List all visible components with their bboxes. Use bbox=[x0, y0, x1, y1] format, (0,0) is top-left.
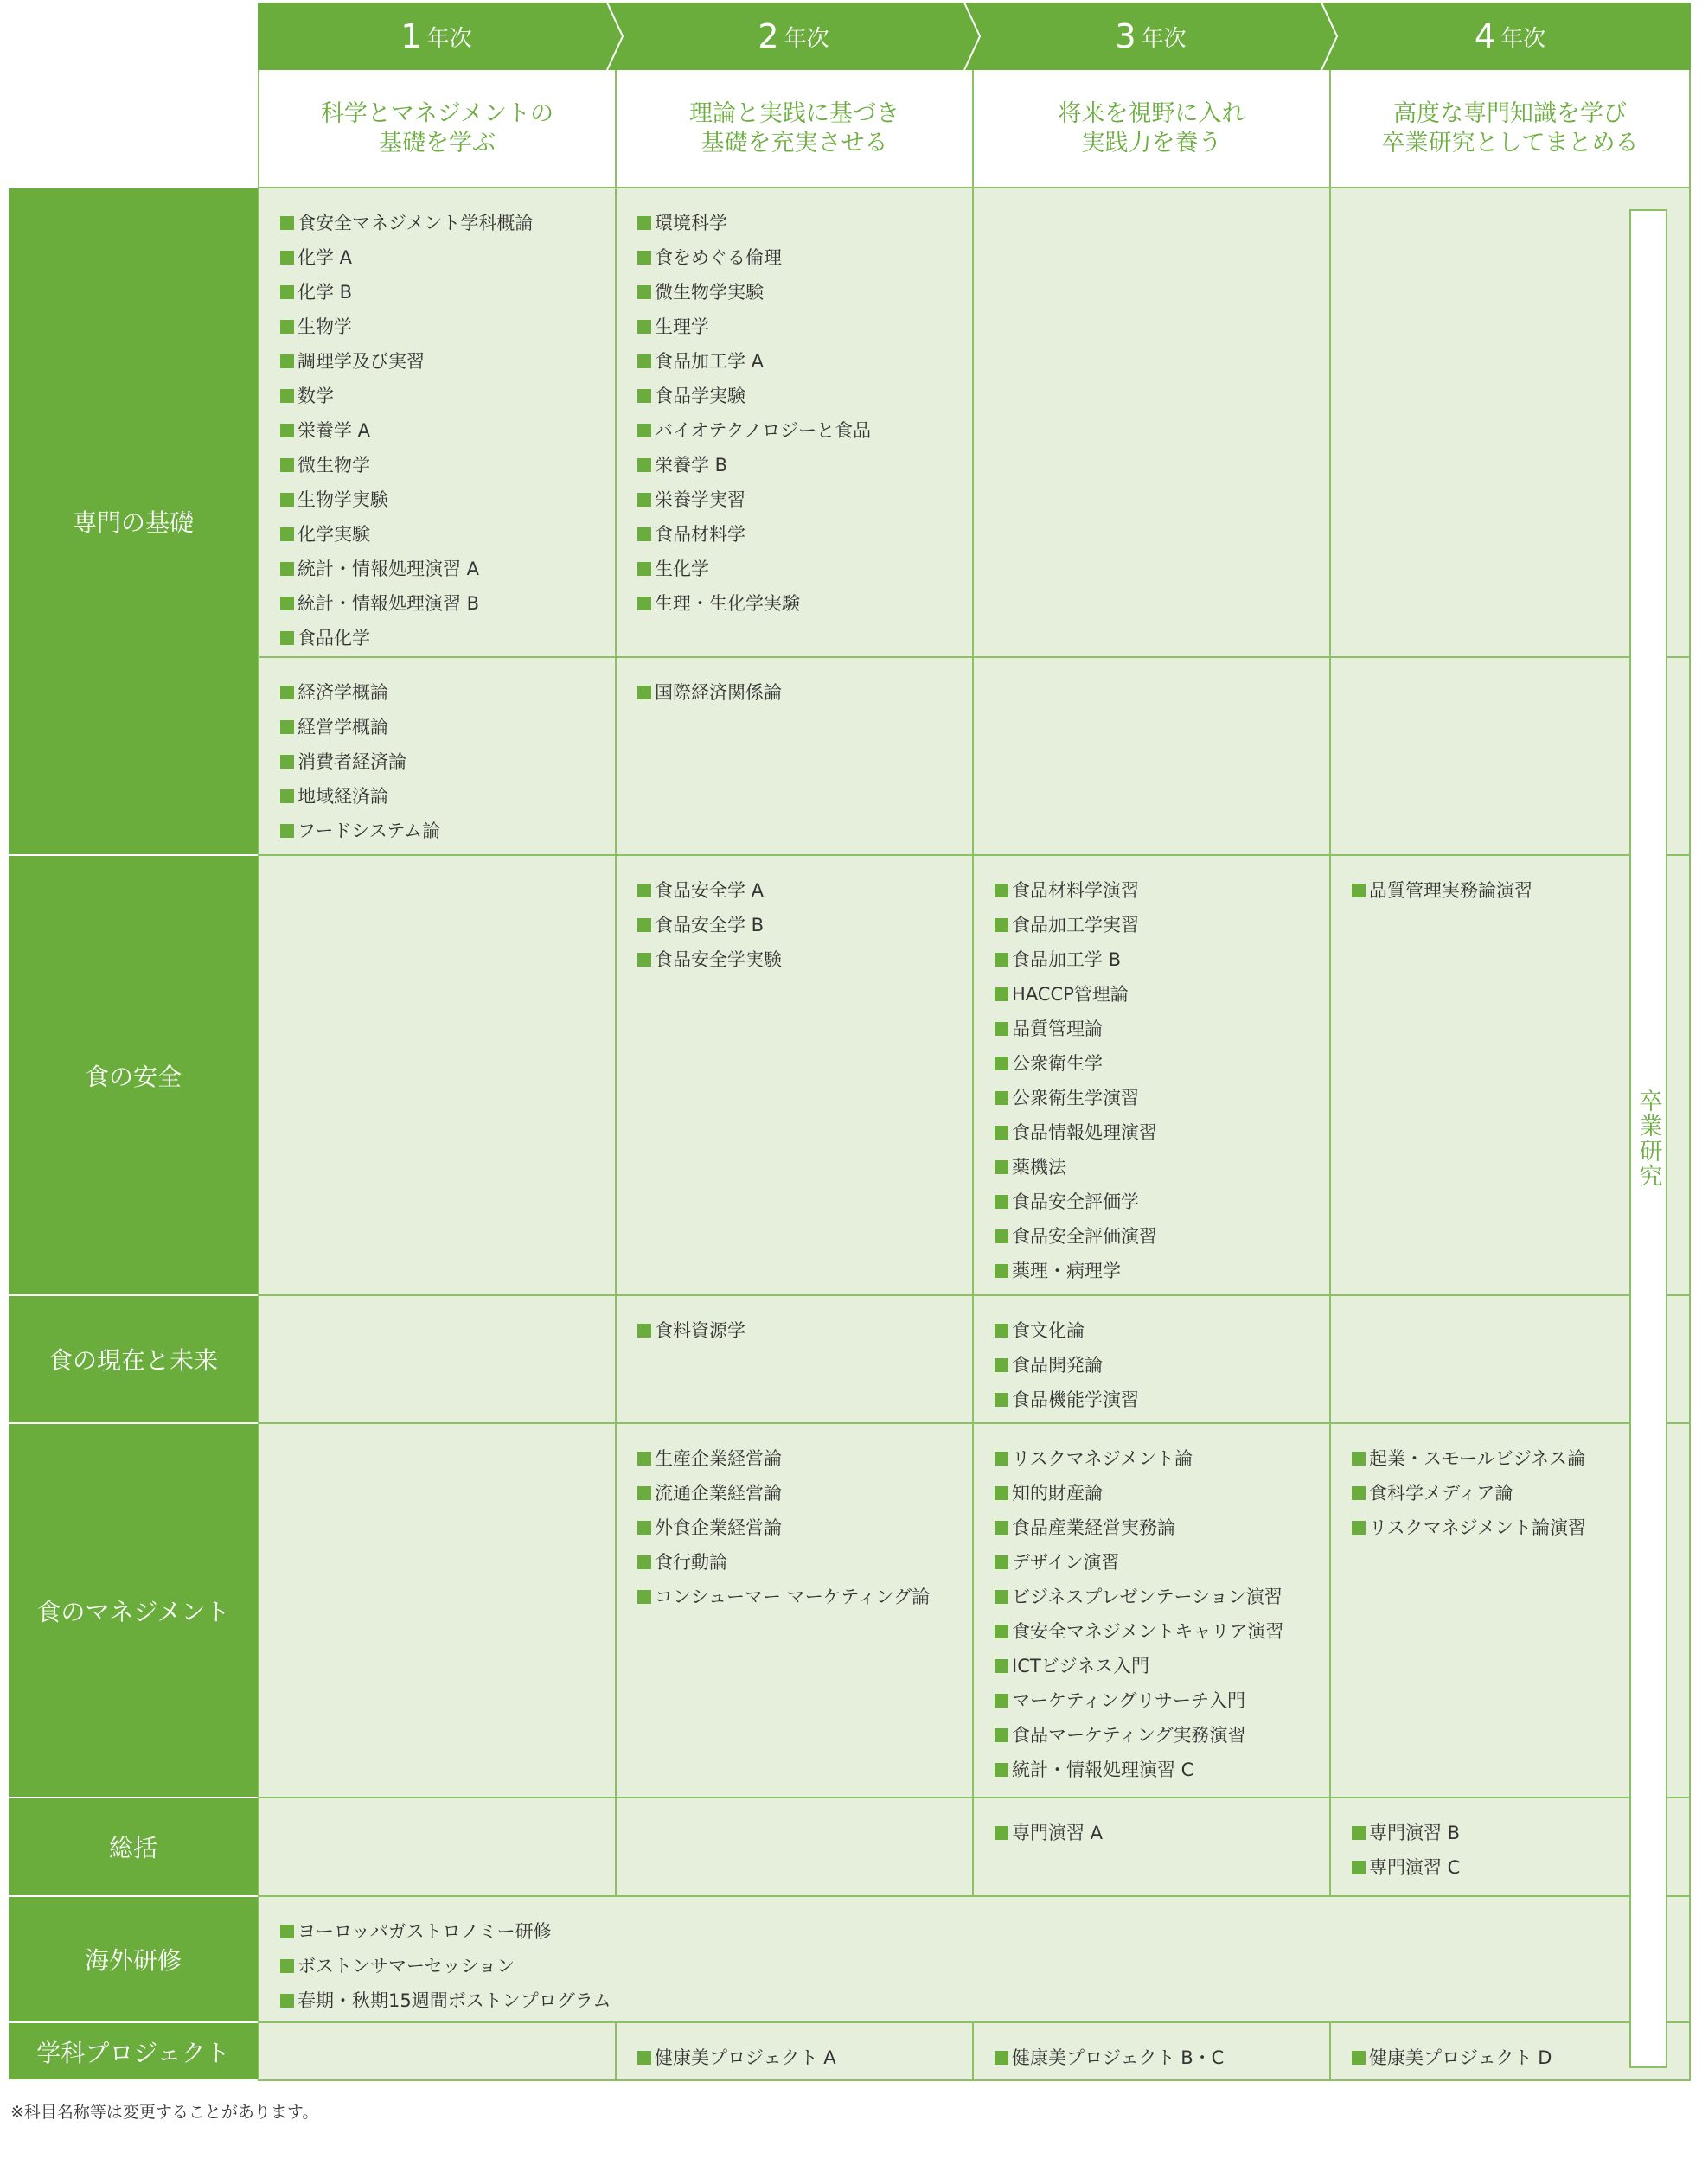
course-item: 食安全マネジメント学科概論 bbox=[280, 206, 615, 240]
course-item: 食品マーケティング実務演習 bbox=[995, 1718, 1329, 1753]
footnote: ※科目名称等は変更することがあります。 bbox=[10, 2103, 319, 2122]
course-item: デザイン演習 bbox=[995, 1545, 1329, 1580]
course-item: 食安全マネジメントキャリア演習 bbox=[995, 1614, 1329, 1649]
course-cell-overseas bbox=[258, 1897, 1691, 2023]
course-item: 化学 B bbox=[280, 275, 615, 310]
course-item: 公衆衛生学演習 bbox=[995, 1081, 1329, 1115]
graduation-thesis-bar bbox=[1629, 209, 1667, 2068]
course-item: 微生物学 bbox=[280, 448, 615, 482]
course-item: 食品安全学 A bbox=[637, 873, 972, 908]
course-item: 生産企業経営論 bbox=[637, 1441, 972, 1476]
year-label: 年次 bbox=[426, 25, 472, 52]
course-item: ICTビジネス入門 bbox=[995, 1649, 1329, 1683]
course-item: 微生物学実験 bbox=[637, 275, 972, 310]
chevron-right-icon bbox=[605, 3, 624, 70]
course-cell-foundation-a-y1 bbox=[258, 188, 615, 658]
course-item: 起業・スモールビジネス論 bbox=[1352, 1441, 1689, 1476]
chevron-right-icon bbox=[963, 3, 982, 70]
course-item: 国際経済関係論 bbox=[637, 675, 972, 710]
course-cell-safety-y2 bbox=[615, 856, 972, 1296]
category-management: 食のマネジメント bbox=[9, 1424, 258, 1798]
course-item: 品質管理実務論演習 bbox=[1352, 873, 1689, 908]
course-item: 食科学メディア論 bbox=[1352, 1476, 1689, 1510]
course-cell-safety-y3 bbox=[972, 856, 1329, 1296]
corner-blank bbox=[9, 70, 258, 188]
course-cell-empty bbox=[972, 188, 1329, 658]
course-item: 知的財産論 bbox=[995, 1476, 1329, 1510]
course-item: 栄養学実習 bbox=[637, 482, 972, 517]
year-label: 年次 bbox=[1141, 25, 1187, 52]
course-cell-foundation-b-y2 bbox=[615, 658, 972, 856]
course-item: 生理学 bbox=[637, 310, 972, 344]
course-item: 食行動論 bbox=[637, 1545, 972, 1580]
course-cell-project-y3 bbox=[972, 2023, 1329, 2081]
course-item: 数学 bbox=[280, 379, 615, 413]
course-cell-empty bbox=[258, 1296, 615, 1424]
course-item: マーケティングリサーチ入門 bbox=[995, 1683, 1329, 1718]
category-future: 食の現在と未来 bbox=[9, 1296, 258, 1424]
course-item: 生化学 bbox=[637, 552, 972, 586]
year-theme-3: 将来を視野に入れ 実践力を養う bbox=[972, 70, 1329, 188]
course-item: 専門演習 A bbox=[995, 1816, 1329, 1850]
course-item: 食品材料学演習 bbox=[995, 873, 1329, 908]
course-item: 食品開発論 bbox=[995, 1348, 1329, 1383]
course-item: 健康美プロジェクト B・C bbox=[995, 2040, 1329, 2075]
course-item: 化学 A bbox=[280, 240, 615, 275]
curriculum-table bbox=[9, 3, 1691, 2091]
category-foundation: 専門の基礎 bbox=[9, 188, 258, 856]
course-cell-empty bbox=[258, 1798, 615, 1897]
course-item: 春期・秋期15週間ボストンプログラム bbox=[280, 1983, 1689, 2018]
course-item: 栄養学 A bbox=[280, 413, 615, 448]
course-item: 食品加工学実習 bbox=[995, 908, 1329, 942]
course-item: ボストンサマーセッション bbox=[280, 1949, 1689, 1983]
year-number: 3 bbox=[1115, 17, 1136, 55]
course-item: コンシューマー マーケティング論 bbox=[637, 1580, 972, 1614]
course-cell-foundation-b-y1 bbox=[258, 658, 615, 856]
year-theme-2: 理論と実践に基づき 基礎を充実させる bbox=[615, 70, 972, 188]
course-item: 食品産業経営実務論 bbox=[995, 1510, 1329, 1545]
course-cell-foundation-a-y2 bbox=[615, 188, 972, 658]
course-item: 食品学実験 bbox=[637, 379, 972, 413]
course-item: 健康美プロジェクト D bbox=[1352, 2040, 1689, 2075]
category-project: 学科プロジェクト bbox=[9, 2023, 258, 2081]
course-cell-empty bbox=[972, 658, 1329, 856]
year-theme-4: 高度な専門知識を学び 卒業研究としてまとめる bbox=[1329, 70, 1691, 188]
course-item: 食品情報処理演習 bbox=[995, 1115, 1329, 1150]
course-item: 生物学実験 bbox=[280, 482, 615, 517]
course-item: 環境科学 bbox=[637, 206, 972, 240]
year-label: 年次 bbox=[784, 25, 829, 52]
course-item: 調理学及び実習 bbox=[280, 344, 615, 379]
course-item: 栄養学 B bbox=[637, 448, 972, 482]
category-summary: 総括 bbox=[9, 1798, 258, 1897]
year-header-3 bbox=[972, 3, 1329, 70]
course-item: リスクマネジメント論 bbox=[995, 1441, 1329, 1476]
course-item: 食品材料学 bbox=[637, 517, 972, 552]
course-item: 生物学 bbox=[280, 310, 615, 344]
course-item: 食品化学 bbox=[280, 621, 615, 655]
course-item: 食をめぐる倫理 bbox=[637, 240, 972, 275]
course-cell-empty bbox=[615, 1798, 972, 1897]
course-item: 消費者経済論 bbox=[280, 744, 615, 779]
course-cell-empty bbox=[258, 1424, 615, 1798]
course-item: 食品機能学演習 bbox=[995, 1383, 1329, 1417]
course-item: リスクマネジメント論演習 bbox=[1352, 1510, 1689, 1545]
course-item: 食品安全評価演習 bbox=[995, 1219, 1329, 1254]
course-item: 食品安全評価学 bbox=[995, 1185, 1329, 1219]
course-item: 地域経済論 bbox=[280, 779, 615, 814]
course-cell-summary-y3 bbox=[972, 1798, 1329, 1897]
course-item: 薬機法 bbox=[995, 1150, 1329, 1185]
course-item: 健康美プロジェクト A bbox=[637, 2040, 972, 2075]
course-item: フードシステム論 bbox=[280, 814, 615, 848]
year-number: 2 bbox=[758, 17, 779, 55]
course-item: 食品加工学 A bbox=[637, 344, 972, 379]
course-cell-management-y3 bbox=[972, 1424, 1329, 1798]
year-header-4 bbox=[1329, 3, 1691, 70]
course-item: 流通企業経営論 bbox=[637, 1476, 972, 1510]
course-item: バイオテクノロジーと食品 bbox=[637, 413, 972, 448]
course-item: 統計・情報処理演習 A bbox=[280, 552, 615, 586]
year-number: 1 bbox=[400, 17, 422, 55]
course-item: 専門演習 C bbox=[1352, 1850, 1689, 1885]
course-item: HACCP管理論 bbox=[995, 977, 1329, 1012]
corner-blank bbox=[9, 3, 258, 70]
course-cell-future-y3 bbox=[972, 1296, 1329, 1424]
category-overseas: 海外研修 bbox=[9, 1897, 258, 2023]
course-item: 食品加工学 B bbox=[995, 942, 1329, 977]
course-cell-project-y2 bbox=[615, 2023, 972, 2081]
category-safety: 食の安全 bbox=[9, 856, 258, 1296]
course-cell-future-y2 bbox=[615, 1296, 972, 1424]
course-item: 外食企業経営論 bbox=[637, 1510, 972, 1545]
course-item: 経営学概論 bbox=[280, 710, 615, 744]
course-item: 生理・生化学実験 bbox=[637, 586, 972, 621]
year-theme-1: 科学とマネジメントの 基礎を学ぶ bbox=[258, 70, 615, 188]
graduation-thesis-label: 卒業研究 bbox=[1635, 1089, 1662, 1189]
year-header-1 bbox=[258, 3, 615, 70]
chevron-right-icon bbox=[1320, 3, 1339, 70]
course-cell-management-y2 bbox=[615, 1424, 972, 1798]
course-item: 統計・情報処理演習 B bbox=[280, 586, 615, 621]
course-item: 経済学概論 bbox=[280, 675, 615, 710]
course-item: 食料資源学 bbox=[637, 1313, 972, 1348]
year-label: 年次 bbox=[1500, 25, 1546, 52]
course-cell-empty bbox=[258, 856, 615, 1296]
course-item: 薬理・病理学 bbox=[995, 1254, 1329, 1288]
course-item: 公衆衛生学 bbox=[995, 1046, 1329, 1081]
course-item: ヨーロッパガストロノミー研修 bbox=[280, 1914, 1689, 1949]
year-number: 4 bbox=[1474, 17, 1496, 55]
course-item: 食文化論 bbox=[995, 1313, 1329, 1348]
course-item: 食品安全学 B bbox=[637, 908, 972, 942]
course-item: 化学実験 bbox=[280, 517, 615, 552]
year-header-2 bbox=[615, 3, 972, 70]
course-item: 統計・情報処理演習 C bbox=[995, 1753, 1329, 1787]
course-item: ビジネスプレゼンテーション演習 bbox=[995, 1580, 1329, 1614]
course-item: 専門演習 B bbox=[1352, 1816, 1689, 1850]
course-cell-empty bbox=[258, 2023, 615, 2081]
course-item: 食品安全学実験 bbox=[637, 942, 972, 977]
course-item: 品質管理論 bbox=[995, 1012, 1329, 1046]
